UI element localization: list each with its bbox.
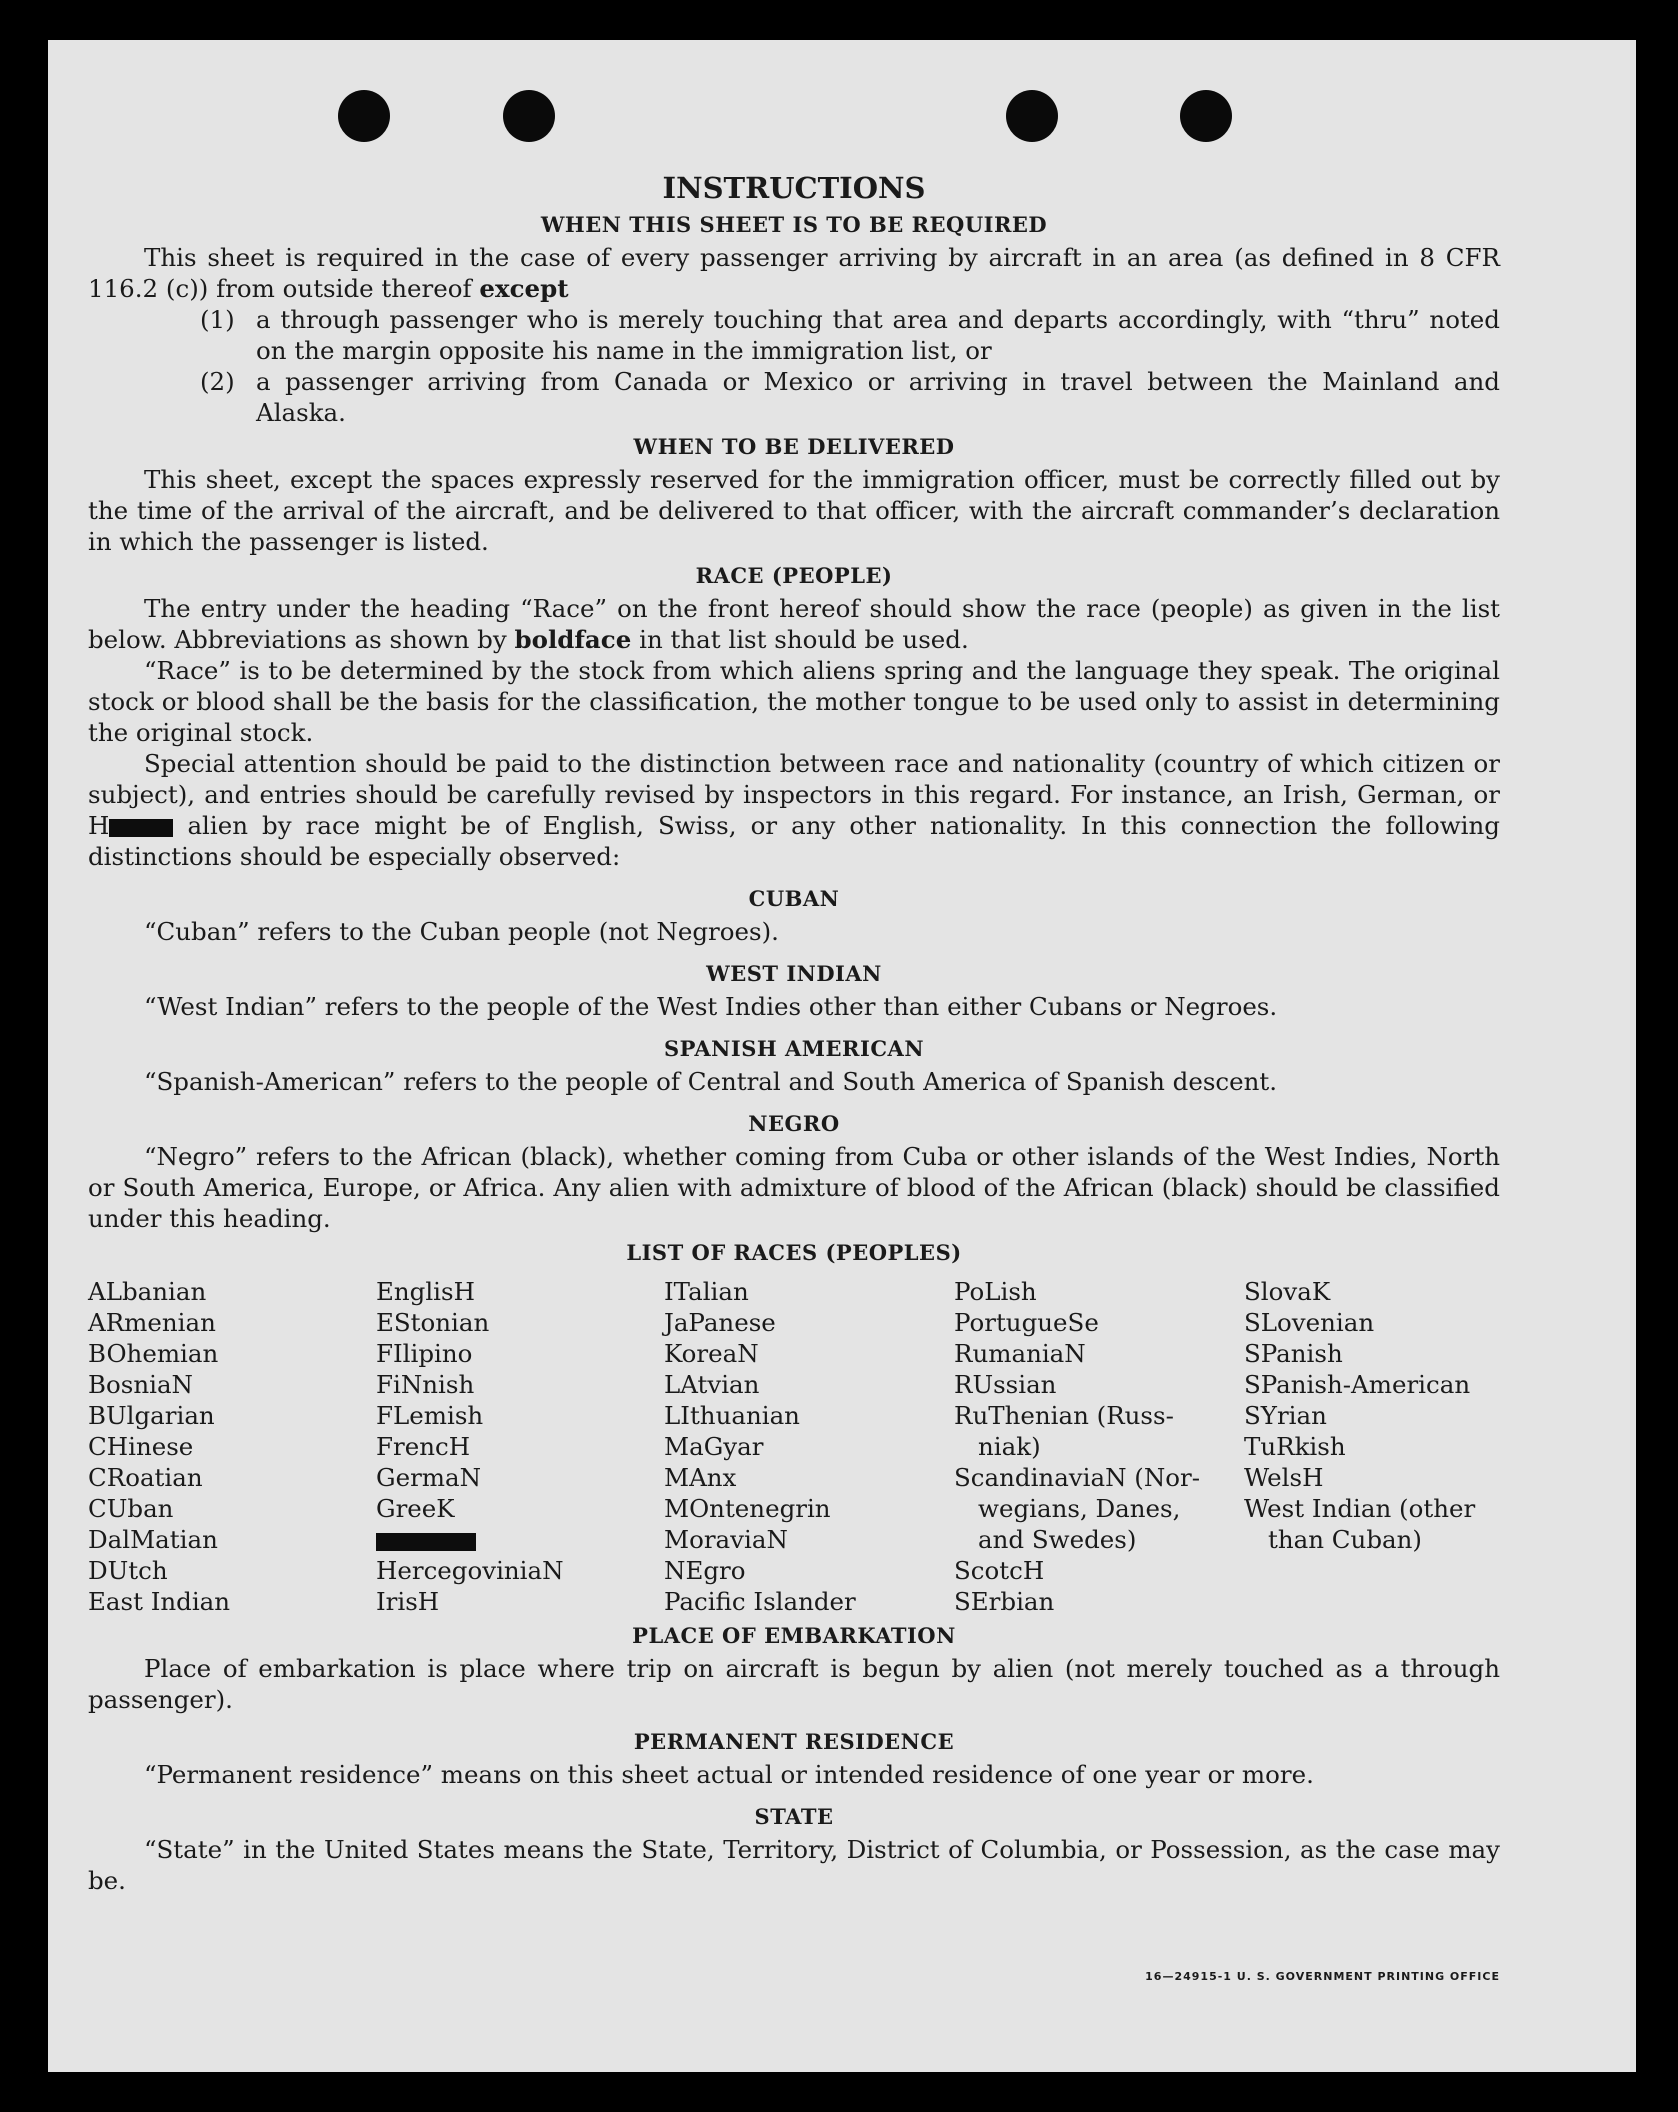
heading-when-delivered: WHEN TO BE DELIVERED [633, 434, 955, 459]
race-entry: BOhemian [88, 1339, 219, 1368]
race-entry: ITalian [664, 1277, 749, 1306]
heading-list-of-races: LIST OF RACES (PEOPLES) [626, 1240, 962, 1265]
races-list [88, 1276, 1500, 1617]
race-entry: FIlipino [376, 1339, 473, 1368]
race-entry: EStonian [376, 1308, 490, 1337]
race-entry: SlovaK [1244, 1277, 1331, 1306]
paragraph-spanish-american: “Spanish-American” refers to the people of Central and South America of Spanish descent. [144, 1067, 1278, 1096]
races-column [1244, 1276, 1500, 1617]
when-required-intro: This sheet is required in the case of every passenger arriving by aircraft in an area (as defined in 8 CFR 116.2 (c)) from outside thereof [88, 243, 1500, 303]
printer-imprint: 16—24915-1 U. S. GOVERNMENT PRINTING OFFICE [1145, 1970, 1500, 1983]
race-p3-start: Special attention should be paid to the distinction between race and nationality (country of which citizen or subject), and entries should be carefully revised by inspectors in this regard. For instance, an Irish, German, or [88, 749, 1500, 809]
paragraph-race-3 [88, 748, 1500, 872]
race-p3-initial: H [88, 811, 110, 840]
heading-west-indian: WEST INDIAN [706, 961, 882, 986]
race-p1-bold: boldface [514, 625, 632, 654]
race-entry: than Cuban) [1268, 1525, 1422, 1554]
punch-hole [338, 90, 390, 142]
race-entry: SYrian [1244, 1401, 1327, 1430]
race-entry: PoLish [954, 1277, 1037, 1306]
redaction-mark [376, 1533, 476, 1551]
paragraph-when-required [88, 242, 1500, 304]
race-entry: SErbian [954, 1587, 1055, 1616]
race-entry: wegians, Danes, [978, 1494, 1181, 1523]
page-title: INSTRUCTIONS [662, 171, 926, 205]
race-entry: BosniaN [88, 1370, 193, 1399]
race-entry: niak) [978, 1432, 1041, 1461]
heading-negro: NEGRO [748, 1111, 840, 1136]
race-entry: NEgro [664, 1556, 746, 1585]
race-entry: PortugueSe [954, 1308, 1099, 1337]
race-entry: IrisH [376, 1587, 440, 1616]
race-entry: BUlgarian [88, 1401, 215, 1430]
races-column [376, 1276, 664, 1617]
race-entry: MaGyar [664, 1432, 764, 1461]
item-number: (1) [200, 305, 235, 334]
heading-state: STATE [754, 1804, 834, 1829]
race-entry: JaPanese [664, 1308, 776, 1337]
race-entry: ScotcH [954, 1556, 1045, 1585]
punch-hole [1006, 90, 1058, 142]
item-text: a passenger arriving from Canada or Mexico or arriving in travel between the Mainland and Alaska. [256, 367, 1500, 427]
race-entry-redacted [376, 1524, 664, 1555]
race-entry: FrencH [376, 1432, 471, 1461]
races-column [88, 1276, 376, 1617]
punch-hole [503, 90, 555, 142]
list-item [200, 366, 1500, 428]
race-entry: SLovenian [1244, 1308, 1375, 1337]
race-entry: West Indian (other [1244, 1494, 1476, 1523]
heading-race: RACE (PEOPLE) [695, 563, 893, 588]
races-column [664, 1276, 954, 1617]
race-entry: LAtvian [664, 1370, 760, 1399]
race-entry: SPanish-American [1244, 1370, 1471, 1399]
paragraph-west-indian: “West Indian” refers to the people of the West Indies other than either Cubans or Negroes. [144, 992, 1278, 1021]
race-entry: CRoatian [88, 1463, 203, 1492]
race-entry: MOntenegrin [664, 1494, 831, 1523]
item-number: (2) [200, 367, 235, 396]
race-entry: WelsH [1244, 1463, 1324, 1492]
race-entry: FiNnish [376, 1370, 475, 1399]
paragraph-permanent-residence: “Permanent residence” means on this sheet actual or intended residence of one year or more. [144, 1760, 1314, 1789]
when-required-except: except [479, 274, 569, 303]
item-text: a through passenger who is merely touching that area and departs accordingly, with “thru” noted on the margin opposite his name in the immigration list, or [256, 305, 1500, 365]
races-column [954, 1276, 1244, 1617]
race-entry: RUssian [954, 1370, 1057, 1399]
paragraph-when-delivered: This sheet, except the spaces expressly reserved for the immigration officer, must be correctly filled out by the time of the arrival of the aircraft, and be delivered to that officer, with the aircraft commander’s declaration in which the passenger is listed. [88, 465, 1500, 556]
race-entry: ALbanian [88, 1277, 207, 1306]
race-entry: KoreaN [664, 1339, 759, 1368]
heading-when-required: WHEN THIS SHEET IS TO BE REQUIRED [540, 212, 1048, 237]
race-entry: TuRkish [1244, 1432, 1346, 1461]
race-entry: GreeK [376, 1494, 455, 1523]
redaction-mark [109, 819, 173, 837]
instructions-body [88, 170, 1500, 1896]
paragraph-race-1 [88, 593, 1500, 655]
paragraph-negro: “Negro” refers to the African (black), whether coming from Cuba or other islands of the West Indies, North or South America, Europe, or Africa. Any alien with admixture of blood of the African (black) should be classified under this heading. [88, 1142, 1500, 1233]
race-entry: LIthuanian [664, 1401, 800, 1430]
race-entry: EnglisH [376, 1277, 475, 1306]
race-entry: GermaN [376, 1463, 482, 1492]
paragraph-state: “State” in the United States means the State, Territory, District of Columbia, or Possession, as the case may be. [88, 1835, 1500, 1895]
race-entry: SPanish [1244, 1339, 1343, 1368]
race-entry: CUban [88, 1494, 174, 1523]
race-entry: FLemish [376, 1401, 484, 1430]
race-entry: ScandinaviaN (Nor- [954, 1463, 1201, 1492]
race-entry: MoraviaN [664, 1525, 788, 1554]
race-p3-end: alien by race might be of English, Swiss, or any other nationality. In this connection the following distinctions should be especially observed: [88, 811, 1500, 871]
race-entry: CHinese [88, 1432, 194, 1461]
race-entry: DUtch [88, 1556, 168, 1585]
race-entry: ARmenian [88, 1308, 216, 1337]
paragraph-cuban: “Cuban” refers to the Cuban people (not Negroes). [144, 917, 779, 946]
punch-hole [1180, 90, 1232, 142]
heading-cuban: CUBAN [748, 886, 840, 911]
race-entry: MAnx [664, 1463, 737, 1492]
list-item [200, 304, 1500, 366]
heading-spanish-american: SPANISH AMERICAN [663, 1036, 925, 1061]
heading-permanent-residence: PERMANENT RESIDENCE [633, 1729, 955, 1754]
race-entry: RumaniaN [954, 1339, 1086, 1368]
race-entry: Pacific Islander [664, 1587, 856, 1616]
race-p1-start: The entry under the heading “Race” on the front hereof should show the race (people) as given in the list below. Abbreviations as shown by [88, 594, 1500, 654]
race-entry: DalMatian [88, 1525, 218, 1554]
race-entry: HercegoviniaN [376, 1556, 564, 1585]
document-page [48, 40, 1636, 2072]
race-entry: RuThenian (Russ- [954, 1401, 1174, 1430]
race-entry: and Swedes) [978, 1525, 1137, 1554]
heading-embarkation: PLACE OF EMBARKATION [632, 1623, 956, 1648]
race-p1-end: in that list should be used. [639, 625, 969, 654]
race-entry: East Indian [88, 1587, 231, 1616]
paragraph-embarkation: Place of embarkation is place where trip on aircraft is begun by alien (not merely touched as a through passenger). [88, 1654, 1500, 1714]
paragraph-race-2: “Race” is to be determined by the stock from which aliens spring and the language they speak. The original stock or blood shall be the basis for the classification, the mother tongue to be used only to assist in determining the original stock. [88, 656, 1500, 747]
